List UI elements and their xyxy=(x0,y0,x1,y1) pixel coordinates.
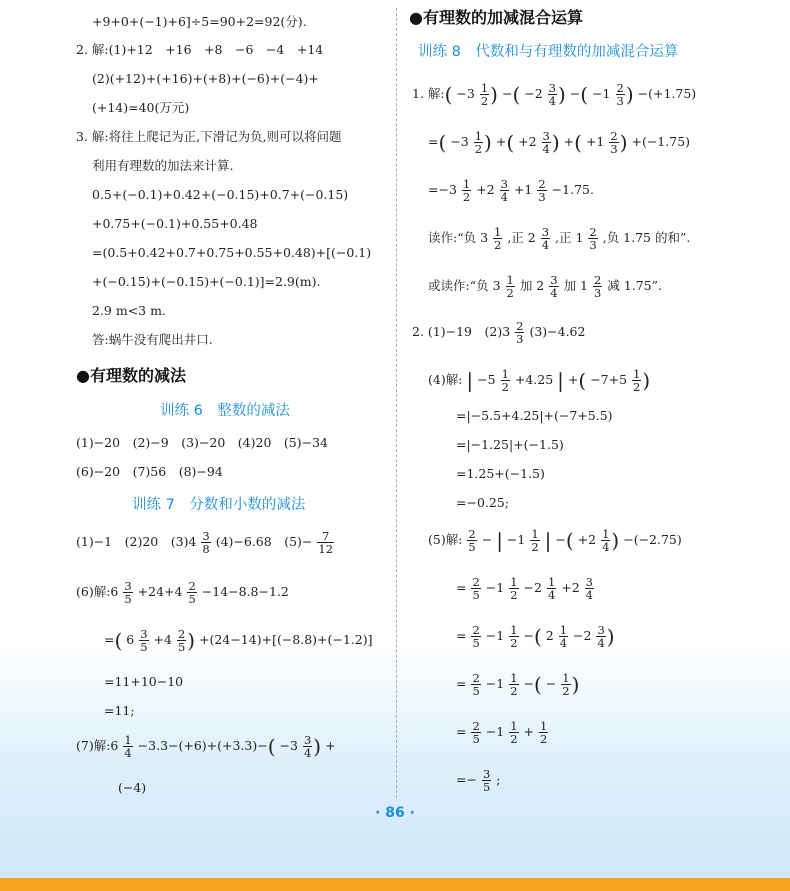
fraction: $\frac{1}{2}$ xyxy=(494,225,502,253)
fraction: $\frac{2}{5}$ xyxy=(188,579,196,607)
reading-line: 或读作:“负 3 $\frac{1}{2}$ 加 2 $\frac{3}{4}$ 加 1 $\frac{2}{3}$ 减 1.75”. xyxy=(428,273,662,301)
section-title: ●有理数的减法 xyxy=(76,366,186,385)
fraction: $\frac{1}{2}$ xyxy=(510,671,518,699)
answer-line: (6)−20 (7)56 (8)−94 xyxy=(76,464,223,479)
training-title: 训练 8 代数和与有理数的加减混合运算 xyxy=(418,44,679,60)
fraction: $\frac{2}{5}$ xyxy=(472,623,480,651)
fraction: $\frac{2}{3}$ xyxy=(593,273,602,301)
fraction: $\frac{1}{2}$ xyxy=(474,129,483,157)
text-line: +(−0.15)+(−0.15)+(−0.1)]=2.9(m). xyxy=(92,274,321,289)
text-line: +0.75+(−0.1)+0.55+0.48 xyxy=(92,216,258,231)
fraction: $\frac{2}{3}$ xyxy=(538,177,546,205)
answer-line: 2. (1)−19 (2)3 $\frac{2}{3}$ (3)−4.62 xyxy=(412,319,586,347)
fraction: $\frac{1}{2}$ xyxy=(510,719,518,747)
fraction: $\frac{2}{5}$ xyxy=(472,575,480,603)
solution-line: =1.25+(−1.5) xyxy=(456,466,545,481)
fraction: $\frac{3}{4}$ xyxy=(303,733,312,761)
fraction: $\frac{3}{5}$ xyxy=(124,579,132,607)
fraction: $\frac{1}{2}$ xyxy=(510,623,518,651)
fraction: $\frac{3}{8}$ xyxy=(202,529,210,557)
fraction: $\frac{2}{3}$ xyxy=(516,319,524,347)
solution-line: (−4) xyxy=(118,780,147,795)
fraction: $\frac{3}{5}$ xyxy=(482,767,491,795)
reading-line: 读作:“负 3 $\frac{1}{2}$ ,正 2 $\frac{3}{4}$ ,正 1 $\frac{2}{3}$ ,负 1.75 的和”. xyxy=(428,225,691,253)
fraction: $\frac{3}{4}$ xyxy=(548,81,556,109)
text-line: 答:蜗牛没有爬出井口. xyxy=(92,332,213,347)
solution-line: =11+10−10 xyxy=(104,674,184,689)
fraction: $\frac{2}{3}$ xyxy=(616,81,624,109)
fraction: $\frac{1}{2}$ xyxy=(539,719,548,747)
fraction: $\frac{1}{4}$ xyxy=(602,527,610,555)
page-number: · 86 · xyxy=(375,805,415,821)
solution-line: = $\frac{2}{5}$ −1 $\frac{1}{2}$ −2 $\frac{1}{4}$ +2 $\frac{3}{4}$ xyxy=(456,575,593,603)
right-column xyxy=(400,0,790,860)
text-line: =(0.5+0.42+0.7+0.75+0.55+0.48)+[(−0.1) xyxy=(92,245,372,260)
fraction: $\frac{2}{5}$ xyxy=(177,627,186,655)
fraction: $\frac{1}{2}$ xyxy=(633,367,641,395)
fraction: $\frac{3}{4}$ xyxy=(597,623,605,651)
fraction: $\frac{2}{5}$ xyxy=(472,719,480,747)
fraction: $\frac{3}{4}$ xyxy=(550,273,558,301)
text-line: (2)(+12)+(+16)+(+8)+(−6)+(−4)+ xyxy=(92,71,319,86)
fraction: $\frac{7}{12}$ xyxy=(318,529,334,557)
text-line: 2. 解:(1)+12 +16 +8 −6 −4 +14 xyxy=(76,42,324,57)
left-column xyxy=(0,0,392,860)
fraction: $\frac{2}{3}$ xyxy=(610,129,618,157)
solution-line: (5)解: $\frac{2}{5}$ − | −1 $\frac{1}{2}$ | −( +2 $\frac{1}{4}$ ) −(−2.75) xyxy=(428,527,682,555)
solution-line: 1. 解:( −3 $\frac{1}{2}$ ) −( −2 $\frac{3}{4}$ ) −( −1 $\frac{2}{3}$ ) −(+1.75) xyxy=(412,81,697,109)
fraction: $\frac{3}{4}$ xyxy=(585,575,593,603)
fraction: $\frac{3}{4}$ xyxy=(500,177,508,205)
training-title: 训练 7 分数和小数的减法 xyxy=(132,497,306,513)
solution-line: =−0.25; xyxy=(456,495,509,510)
fraction: $\frac{3}{4}$ xyxy=(541,225,550,253)
text-line: 3. 解:将往上爬记为正,下滑记为负,则可以将问题 xyxy=(76,129,342,144)
fraction: $\frac{1}{2}$ xyxy=(531,527,539,555)
fraction: $\frac{1}{2}$ xyxy=(562,671,570,699)
solution-line: = $\frac{2}{5}$ −1 $\frac{1}{2}$ −( − $\frac{1}{2}$ ) xyxy=(456,671,580,699)
text-line: 利用有理数的加法来计算. xyxy=(92,158,234,173)
text-line: 0.5+(−0.1)+0.42+(−0.15)+0.7+(−0.15) xyxy=(92,187,349,202)
fraction: $\frac{1}{4}$ xyxy=(547,575,556,603)
fraction: $\frac{1}{2}$ xyxy=(480,81,489,109)
solution-line: =−3 $\frac{1}{2}$ +2 $\frac{3}{4}$ +1 $\frac{2}{3}$ −1.75. xyxy=(428,177,594,205)
fraction: $\frac{2}{3}$ xyxy=(589,225,597,253)
answer-line: (1)−20 (2)−9 (3)−20 (4)20 (5)−34 xyxy=(76,435,329,450)
column-divider xyxy=(396,8,397,798)
fraction: $\frac{1}{2}$ xyxy=(462,177,471,205)
solution-line: (7)解:6 $\frac{1}{4}$ −3.3−(+6)+(+3.3)−( −3 $\frac{3}{4}$ ) + xyxy=(76,733,336,761)
solution-line: = $\frac{2}{5}$ −1 $\frac{1}{2}$ + $\frac{1}{2}$ xyxy=(456,719,548,747)
fraction: $\frac{1}{4}$ xyxy=(124,733,132,761)
solution-line: (4)解: | −5 $\frac{1}{2}$ +4.25 | +( −7+5 $\frac{1}{2}$ ) xyxy=(428,367,651,395)
text-line: 2.9 m<3 m. xyxy=(92,303,166,318)
answer-line: (1)−1 (2)20 (3)4 $\frac{3}{8}$ (4)−6.68 (5)− $\frac{7}{12}$ xyxy=(76,529,334,557)
fraction: $\frac{1}{2}$ xyxy=(510,575,518,603)
text-line: (+14)=40(万元) xyxy=(92,100,190,115)
solution-line: (6)解:6 $\frac{3}{5}$ +24+4 $\frac{2}{5}$ −14−8.8−1.2 xyxy=(76,579,289,607)
fraction: $\frac{1}{4}$ xyxy=(559,623,568,651)
bottom-color-bar xyxy=(0,878,790,891)
solution-line: =|−1.25|+(−1.5) xyxy=(456,437,564,452)
fraction: $\frac{1}{2}$ xyxy=(501,367,509,395)
fraction: $\frac{3}{4}$ xyxy=(542,129,550,157)
solution-line: =− $\frac{3}{5}$ ; xyxy=(456,767,501,795)
solution-line: =( 6 $\frac{3}{5}$ +4 $\frac{2}{5}$ ) +(24−14)+[(−8.8)+(−1.2)] xyxy=(104,627,373,655)
text-line: +9+0+(−1)+6]÷5=90+2=92(分). xyxy=(92,14,307,29)
fraction: $\frac{2}{5}$ xyxy=(472,671,480,699)
solution-line: =11; xyxy=(104,703,135,718)
solution-line: =( −3 $\frac{1}{2}$ ) +( +2 $\frac{3}{4}$ ) +( +1 $\frac{2}{3}$ ) +(−1.75) xyxy=(428,129,691,157)
section-title: ●有理数的加减混合运算 xyxy=(409,8,583,27)
solution-line: = $\frac{2}{5}$ −1 $\frac{1}{2}$ −( 2 $\frac{1}{4}$ −2 $\frac{3}{4}$ ) xyxy=(456,623,615,651)
fraction: $\frac{2}{5}$ xyxy=(468,527,476,555)
solution-line: =|−5.5+4.25|+(−7+5.5) xyxy=(456,408,613,423)
training-title: 训练 6 整数的减法 xyxy=(160,403,290,419)
fraction: $\frac{1}{2}$ xyxy=(506,273,514,301)
fraction: $\frac{3}{5}$ xyxy=(140,627,148,655)
